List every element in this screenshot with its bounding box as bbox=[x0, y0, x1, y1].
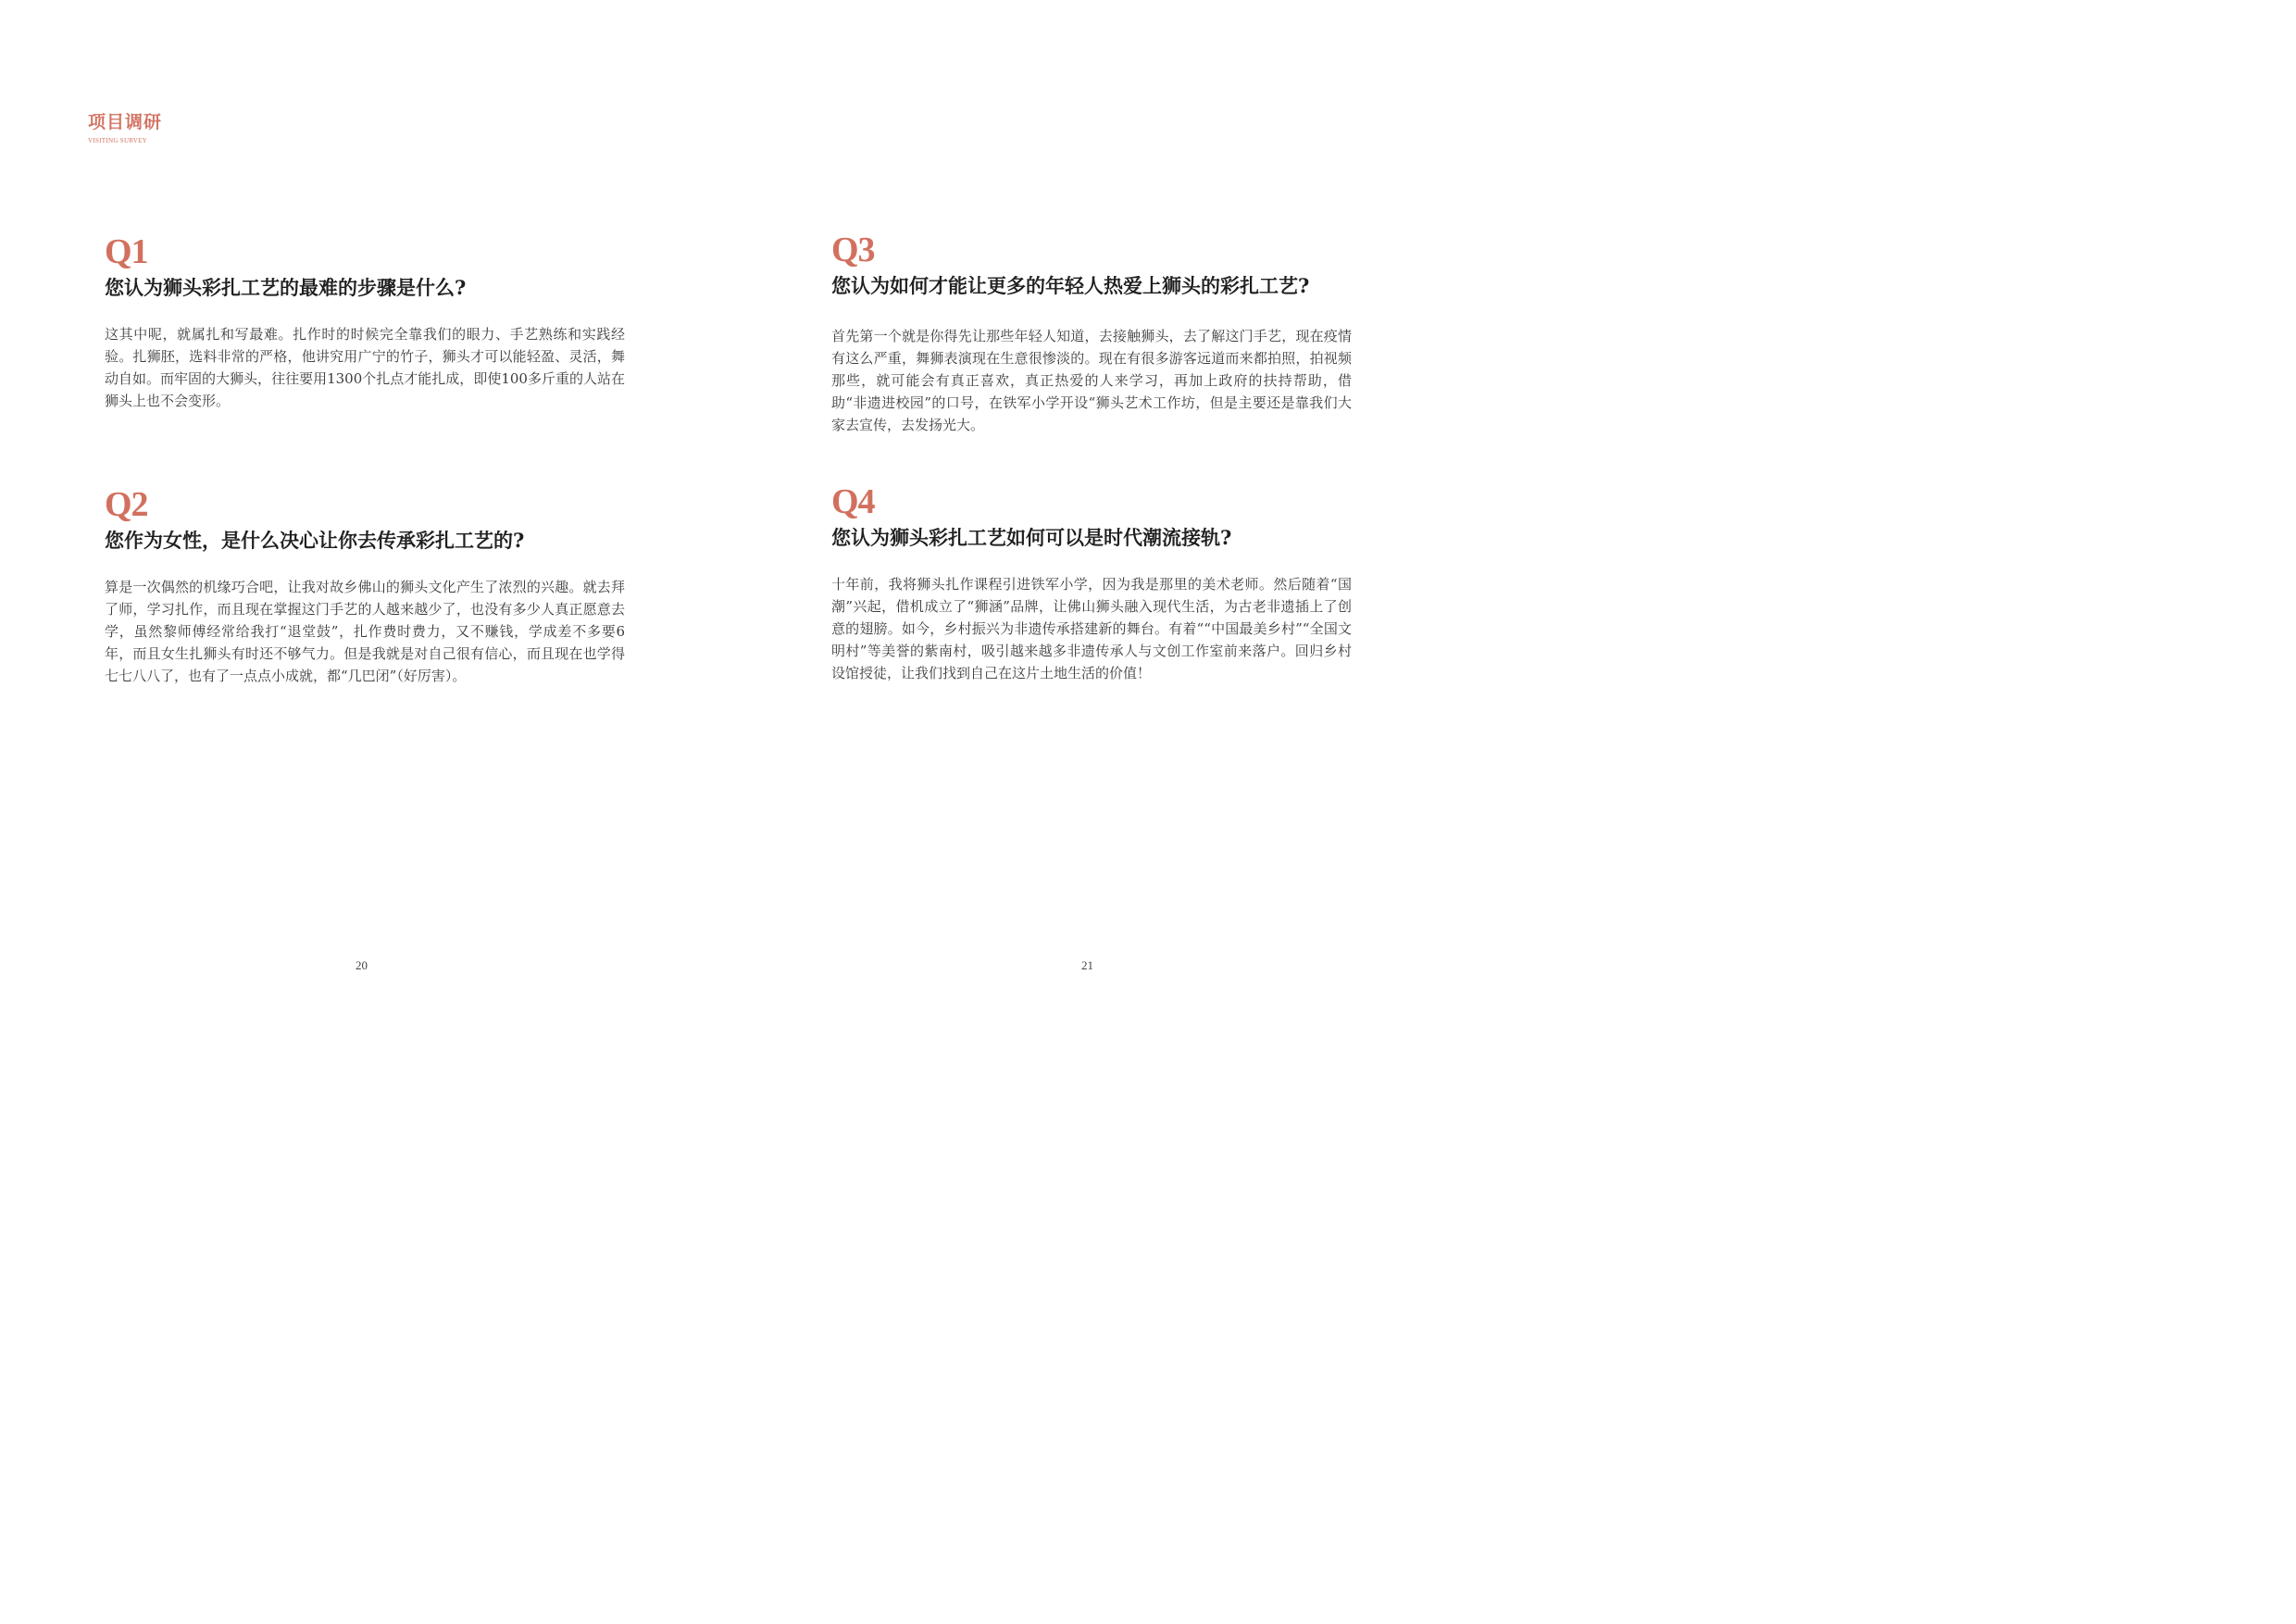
question-number: Q2 bbox=[105, 485, 148, 524]
question-number: Q3 bbox=[831, 231, 875, 269]
question-number: Q4 bbox=[831, 482, 875, 521]
answer-text: 十年前，我将狮头扎作课程引进铁军小学，因为我是那里的美术老师。然后随着“国潮”兴起，借机成立了“狮涵”品牌，让佛山狮头融入现代生活，为古老非遗插上了创意的翅膀。如今，乡村振兴为非遗传承搭建新的舞台。有着““中国最美乡村”“全国文明村”等美誉的紫南村，吸引越来越多非遗传承人与文创工作室前来落户。回归乡村设馆授徒，让我们找到自己在这片土地生活的价值！ bbox=[831, 576, 1352, 681]
answer-text: 这其中呢，就属扎和写最难。扎作时的时候完全靠我们的眼力、手艺熟练和实践经验。扎狮胚，选料非常的严格，他讲究用广宁的竹子，狮头才可以能轻盈、灵活，舞动自如。而牢固的大狮头，往往要用1300个扎点才能扎成，即使100多斤重的人站在狮头上也不会变形。 bbox=[105, 326, 625, 409]
page-number-right: 21 bbox=[1081, 958, 1093, 972]
section-header bbox=[88, 111, 162, 144]
qa-block-q2 bbox=[105, 486, 625, 687]
question-text: 您作为女性，是什么决心让你去传承彩扎工艺的? bbox=[105, 529, 525, 552]
answer-text: 算是一次偶然的机缘巧合吧，让我对故乡佛山的狮头文化产生了浓烈的兴趣。就去拜了师，学习扎作，而且现在掌握这门手艺的人越来越少了，也没有多少人真正愿意去学，虽然黎师傅经常给我打“退堂鼓”，扎作费时费力，又不赚钱，学成差不多要6年，而且女生扎狮头有时还不够气力。但是我就是对自己很有信心，而且现在也学得七七八八了，也有了一点点小成就，都“几巴闭”（好厉害）。 bbox=[105, 579, 625, 684]
question-text: 您认为如何才能让更多的年轻人热爱上狮头的彩扎工艺? bbox=[831, 274, 1310, 297]
qa-block-q1 bbox=[105, 233, 625, 412]
question-text: 您认为狮头彩扎工艺的最难的步骤是什么? bbox=[105, 276, 467, 299]
question-text: 您认为狮头彩扎工艺如何可以是时代潮流接轨? bbox=[831, 526, 1232, 549]
answer-text: 首先第一个就是你得先让那些年轻人知道，去接触狮头，去了解这门手艺，现在疫情有这么严重，舞狮表演现在生意很惨淡的。现在有很多游客远道而来都拍照，拍视频那些，就可能会有真正喜欢，真正热爱的人来学习，再加上政府的扶持帮助，借助“非遗进校园”的口号，在铁军小学开设“狮头艺术工作坊，但是主要还是靠我们大家去宣传，去发扬光大。 bbox=[831, 328, 1352, 433]
question-number: Q1 bbox=[105, 232, 148, 271]
section-subtitle: VISITING SURVEY bbox=[88, 137, 148, 144]
qa-block-q3 bbox=[831, 231, 1352, 436]
qa-block-q4 bbox=[831, 483, 1352, 684]
section-title: 项目调研 bbox=[88, 112, 163, 132]
page-number-left: 20 bbox=[356, 958, 368, 972]
